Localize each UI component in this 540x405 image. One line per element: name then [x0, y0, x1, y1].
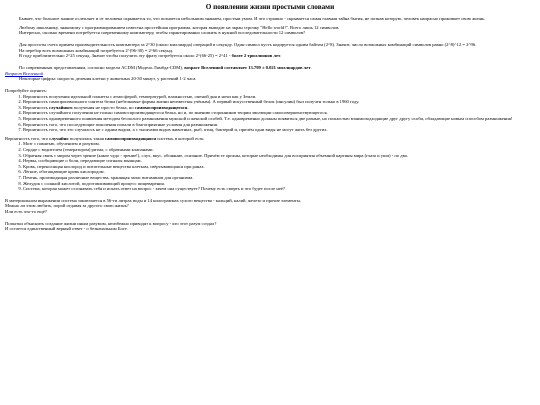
list-item: 9. Система, которая может осознавать себя и искать ответ на вопрос - зачем она существует? Почему есть смерть и что будет после неё?: [23, 186, 535, 192]
calc-line-2: На перебор всех возможных комбинаций потребуется 2^(96-30) = 2^66 секунд.: [19, 47, 174, 53]
list-item: 2. Вероятность самопроизвольного синтеза белка (небелковые формы жизни неизвестны учёным). А первый искусственный белок (инсулин) был получен только в 1960 году.: [23, 99, 535, 105]
calc-line-1: Для простоты счета примем производительность компьютера за 2^30 (около миллиарда) операций в секунду. Один символ пусть кодируется одним байтом (2^8). Значит, число возможных комбинаций символов равно (2^8)^12 = 2^96.: [19, 42, 477, 48]
calc-line-3: [5, 53, 535, 59]
list-item: 1. Вероятность получения идеальной планеты с атмосферой, температурой, влажностью, сменой дня и ночи как у Земли.: [23, 94, 535, 100]
calculation-paragraph: [5, 42, 535, 59]
conclusion-paragraph-2: И остается единственный верный ответ - о безначальном Боге.: [5, 226, 128, 232]
hello-world-line-1: Любому школьнику, знакомому с программированием известна простейшая программа, которая выводит на экран строчку "Hello world!". Всего лишь 12 символов.: [19, 24, 340, 30]
intro-paragraph: Бывает, что большое знание ослепляет и от человека скрывается то, что познается небольшим знанием, простым умом. И что страшно - скрывается самая главная тайна бытия, не познав которую, человек напрасно проживает свою жизнь.: [19, 16, 486, 21]
material-paragraph-1: В материальном выражении система заключается в 56-ти литрах воды и 14 килограммах сухого вещества - кальций, калий, железо и прочие элементы.: [5, 197, 301, 203]
list-item: 1. Мозг с памятью, обучением и разумом.: [23, 141, 535, 147]
list-item: 7. Печень, производящая различные вещества, хранящая запас витаминов для организма.: [23, 175, 535, 181]
conclusion-paragraph-1: Попытки объяснить создание жизни иным разумом, неизбежно приводят к вопросу - кто этот разум создал?: [5, 220, 217, 226]
list-item: 4. Нервы, сообщающие о боли, передающие сигналы мышцам.: [23, 158, 535, 164]
list-item: 3. Вероятность случайного получения не просто белка, но самовоспроизводящегося.: [23, 105, 535, 111]
material-paragraph-3: Или есть что-то ещё?: [5, 208, 47, 214]
list-item: 6. Лёгкие, обогащающие кровь кислородом.: [23, 169, 535, 175]
list-item: 5. Кровь, переносящая кислород и питательные вещества клеткам, свёртывающаяся при ранах.: [23, 164, 535, 170]
universe-age-text: По современным представлениям, согласно модели ΛCDM (Модель Лямбда-CDM),: [19, 65, 185, 71]
calc-line-3-bold: более 2 триллионов лет: [231, 53, 281, 59]
list-item: 2. Сердце с водителем (генератором) ритма, с обратными клапанами.: [23, 147, 535, 153]
system-components-list: [5, 141, 535, 191]
calc-line-3-text: В году приблизительно 2^25 секунд. Значит чтобы получить эту фразу потребуется около 2^(66-25) = 2^41 -: [19, 53, 232, 59]
list2-intro-text: получилась такая: [68, 135, 105, 141]
hello-world-paragraph: [5, 25, 535, 36]
universe-age-end: .: [310, 65, 312, 71]
hello-world-line-2: Интересно, сколько времени потребуется современному компьютеру, чтобы гарантированно сложить в нужной последовательности 12 символов?: [19, 30, 306, 36]
list2-intro-bold: самовоспроизводящаяся: [105, 135, 157, 141]
list-item: 5. Вероятность одновременного появления методом бесполого размножения мужской и женской особей. Т.е. одновременно должны появиться две разные, но полностью взаимоподходящие друг другу особи, обладающие новым способом размножения!: [23, 116, 535, 122]
list-item: 4. Вероятность случайного получения не только самовоспроизводящегося белка, но и, по мнению сторонников теории эволюции самосовершенствующегося.: [23, 110, 535, 116]
list1-intro: Попробуйте оценить:: [5, 88, 47, 94]
universe-age-bold: возраст Вселенной составляет 13.799 ± 0.021 миллиардов лет: [184, 65, 311, 71]
page-title: О появлении жизни простыми словами: [205, 3, 335, 11]
list2-intro-text: Вероятность того, что: [5, 135, 50, 141]
list2-intro-text: система, в которой есть:: [156, 135, 205, 141]
list-item: 6. Вероятность того, что последующие поколения попали в благоприятные условия для размножения.: [23, 122, 535, 128]
list-item: 7. Вероятность того, что это случилось не с одним видом, а с тысячами видов животных, рыб, птиц, бактерий и, причём одни виды не могут жить без других.: [23, 127, 535, 133]
cell-division-paragraph: Некоторые цифры: скорость деления клетки у животных 20-30 минут, у растений 1-2 часа.: [19, 76, 197, 82]
universe-age-link[interactable]: Возраст Вселенной: [5, 70, 43, 76]
list-item-bold: самовоспроизводящегося: [134, 104, 188, 110]
list-item: 8. Желудок с соляной кислотой, подготавливающий процесс пищеварения.: [23, 181, 535, 187]
list-item: 3. Обратная связь с миром через зрение (какое чудо - зрение!), слух, вкус, обоняние, осязание. Причём те органы, которые необходимы для восприятия объемной картины мира (глаза и уши) - по два.: [23, 153, 535, 159]
probability-list: [5, 94, 535, 133]
material-paragraph-2: Можно ли этим любить, порой отдавая за другого свою жизнь?: [5, 203, 129, 209]
list2-intro-bold: случайно: [49, 135, 69, 141]
calc-line-3-end: .: [280, 53, 282, 59]
